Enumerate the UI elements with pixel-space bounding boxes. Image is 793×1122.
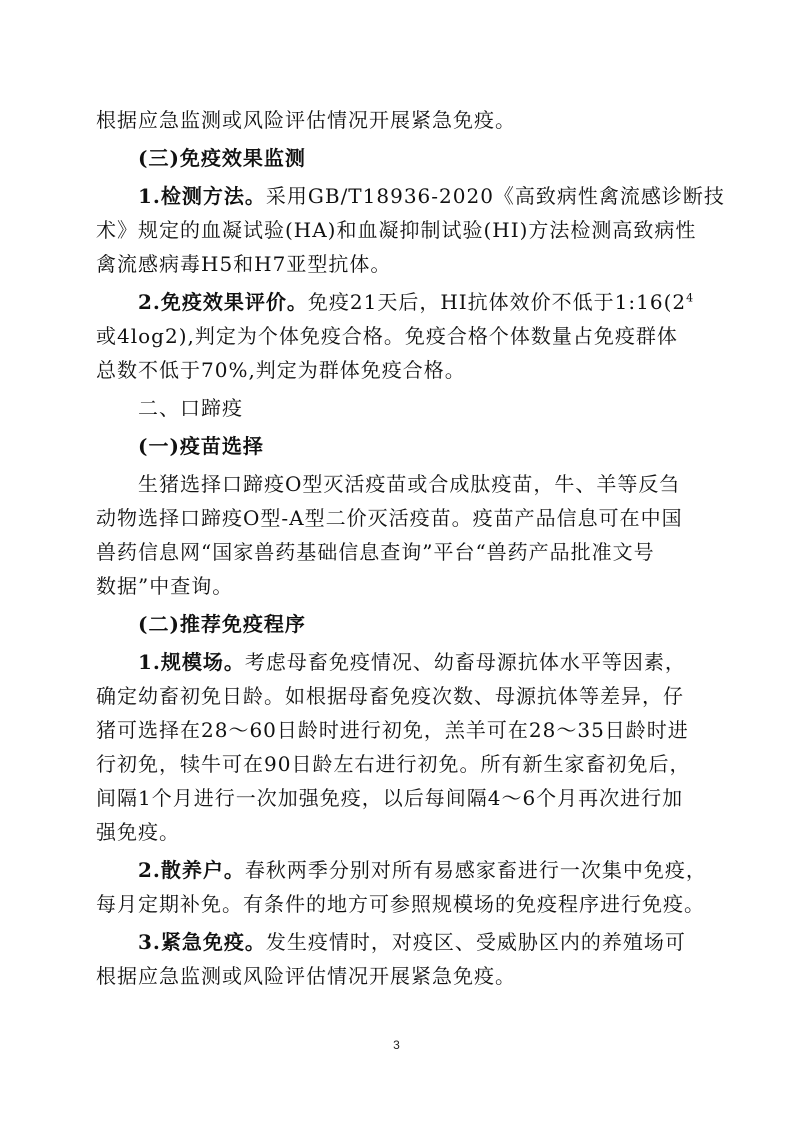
page-number: 3 [393, 1038, 400, 1052]
heading-fmd [96, 391, 700, 425]
paragraph-vaccine-selection [96, 467, 700, 501]
text-line: 间隔1个月进行一次加强免疫，以后每间隔4～6个月再次进行加 [96, 786, 684, 810]
paragraph-line [96, 353, 700, 387]
bold-lead: 1.检测方法。 [138, 184, 266, 208]
text-line: 生猪选择口蹄疫O型灭活疫苗或合成肽疫苗，牛、羊等反刍 [138, 472, 681, 496]
heading-text: (一)疫苗选择 [138, 434, 264, 458]
paragraph-line [96, 569, 700, 603]
paragraph-emergency [96, 925, 700, 959]
text-line: 或4log2),判定为个体免疫合格。免疫合格个体数量占免疫群体 [96, 324, 678, 348]
paragraph-line [96, 959, 700, 993]
text-line: 考虑母畜免疫情况、幼畜母源抗体水平等因素， [244, 650, 686, 674]
heading-recommended-program [96, 607, 700, 641]
heading-text: (二)推荐免疫程序 [138, 612, 306, 636]
paragraph-line [96, 815, 700, 849]
text-line: 兽药信息网“国家兽药基础信息查询”平台“兽药产品批准文号 [96, 540, 655, 564]
paragraph-effect-evaluation [96, 285, 700, 319]
paragraph-continuation [96, 103, 700, 137]
paragraph-line [96, 535, 700, 569]
paragraph-line [96, 679, 700, 713]
paragraph-line [96, 319, 700, 353]
text-line: 总数不低于70%,判定为群体免疫合格。 [96, 358, 466, 382]
paragraph-line [96, 247, 700, 281]
text-line: 动物选择口蹄疫O型-A型二价灭活疫苗。疫苗产品信息可在中国 [96, 506, 683, 530]
text-line: 猪可选择在28～60日龄时进行初免，羔羊可在28～35日龄时进 [96, 718, 689, 742]
text-line: 根据应急监测或风险评估情况开展紧急免疫。 [96, 108, 516, 132]
text-line: 免疫21天后，HI抗体效价不低于1:16(2 [307, 290, 687, 314]
text-line: 采用GB/T18936-2020《高致病性禽流感诊断技 [265, 184, 725, 208]
bold-lead: 2.散养户。 [138, 858, 245, 882]
paragraph-detection-method [96, 179, 725, 213]
paragraph-line [96, 887, 705, 921]
paragraph-line [96, 713, 700, 747]
paragraph-line [96, 501, 700, 535]
heading-text: 二、口蹄疫 [138, 396, 243, 420]
bold-lead: 1.规模场。 [138, 650, 245, 674]
text-line: 术》规定的血凝试验(HA)和血凝抑制试验(HI)方法检测高致病性 [96, 218, 697, 242]
heading-text: (三)免疫效果监测 [138, 146, 306, 170]
paragraph-large-farm [96, 645, 700, 679]
paragraph-backyard [96, 853, 707, 887]
superscript: 4 [686, 291, 695, 305]
bold-lead: 3.紧急免疫。 [138, 930, 266, 954]
text-line: 确定幼畜初免日龄。如根据母畜免疫次数、母源抗体等差异，仔 [96, 684, 684, 708]
text-line: 每月定期补免。有条件的地方可参照规模场的免疫程序进行免疫。 [96, 892, 705, 916]
bold-lead: 2.免疫效果评价。 [138, 290, 308, 314]
text-line: 禽流感病毒H5和H7亚型抗体。 [96, 252, 392, 276]
paragraph-line [96, 747, 700, 781]
paragraph-line [96, 213, 700, 247]
text-line: 春秋两季分别对所有易感家畜进行一次集中免疫， [244, 858, 707, 882]
text-line: 根据应急监测或风险评估情况开展紧急免疫。 [96, 964, 516, 988]
heading-vaccine-selection [96, 429, 700, 463]
text-line: 强免疫。 [96, 820, 180, 844]
document-body [96, 103, 725, 993]
paragraph-line [96, 781, 700, 815]
text-line: 发生疫情时，对疫区、受威胁区内的养殖场可 [265, 930, 686, 954]
heading-immune-monitoring [96, 141, 700, 175]
text-line: 行初免，犊牛可在90日龄左右进行初免。所有新生家畜初免后， [96, 752, 691, 776]
text-line: 数据”中查询。 [96, 574, 234, 598]
